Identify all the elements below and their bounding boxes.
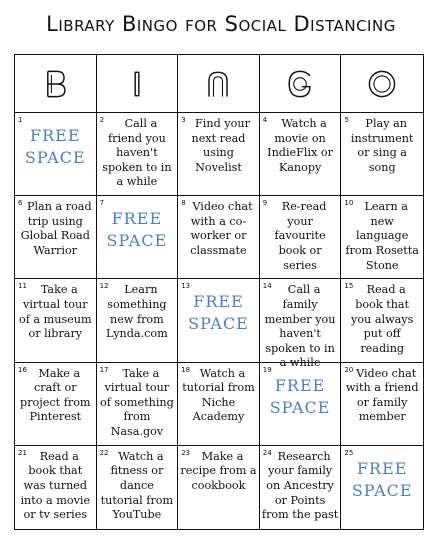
square-text: Find your next read using Novelist (191, 117, 250, 174)
square-number: 24 (262, 448, 272, 457)
bingo-square (15, 279, 97, 362)
square-number: 6 (18, 199, 23, 208)
header-b (15, 55, 97, 113)
square-number: 17 (99, 365, 109, 374)
bingo-square (97, 113, 179, 196)
letter-o-icon (364, 66, 400, 102)
square-text: Watch a fitness or dance tutorial from YouTube (100, 449, 174, 522)
square-text: Video chat with a friend or family member (345, 366, 419, 424)
square-text: Video chat with a co-worker or classmate (190, 200, 253, 257)
square-number: 4 (262, 116, 268, 124)
bingo-square (97, 363, 179, 446)
square-number: 16 (18, 365, 27, 374)
bingo-square (15, 446, 97, 529)
square-text: Call a friend you haven't spoken to in a while (102, 117, 172, 189)
bingo-square (97, 279, 179, 362)
header-n (178, 55, 260, 113)
bingo-square (97, 446, 179, 529)
square-text: Plan a road trip using Global Road Warrior (20, 200, 92, 257)
square-text: Read a book that you always put off reading (351, 283, 414, 355)
header-g (260, 55, 342, 113)
bingo-square (341, 196, 423, 279)
bingo-square (178, 196, 260, 279)
square-text: Make a recipe from a cookbook (180, 449, 257, 492)
page-title: Library Bingo for Social Distancing (46, 12, 396, 36)
square-number: 13 (181, 282, 191, 291)
square-number: 9 (262, 199, 268, 208)
bingo-square (260, 446, 342, 529)
square-text: Make a craft or project from Pinterest (20, 366, 91, 424)
square-number: 10 (344, 199, 354, 208)
free-space-label: FREE SPACE (188, 292, 249, 334)
free-space-square (178, 279, 260, 362)
letter-g-icon (282, 66, 318, 102)
header-o (341, 55, 423, 113)
bingo-square (178, 363, 260, 446)
square-text: Re-read your favourite book or series (274, 200, 327, 272)
square-number: 2 (99, 116, 105, 124)
square-number: 1 (18, 116, 23, 124)
square-number: 20 (344, 365, 354, 374)
square-number: 25 (344, 448, 354, 457)
square-text: Learn a new language from Rosetta Stone (345, 200, 419, 272)
bingo-square (15, 196, 97, 279)
square-text: Research your family on Ancestry or Points from the past (261, 449, 339, 522)
square-number: 18 (181, 365, 191, 374)
square-number: 5 (344, 116, 349, 124)
free-space-square (97, 196, 179, 279)
bingo-square (341, 113, 423, 196)
free-space-square (260, 363, 342, 446)
square-number: 7 (99, 199, 105, 208)
square-text: Play an instrument or sing a song (350, 117, 414, 174)
bingo-square (260, 196, 342, 279)
square-text: Read a book that was turned into a movie or tv series (20, 449, 91, 522)
square-text: Call a family member you haven't spoken to in a while (264, 283, 336, 370)
header-i (97, 55, 179, 113)
bingo-board (14, 54, 424, 530)
square-number: 19 (262, 365, 272, 374)
square-number: 23 (181, 448, 191, 457)
bingo-square (341, 279, 423, 362)
square-number: 15 (344, 282, 354, 291)
free-space-label: FREE SPACE (24, 126, 86, 167)
bingo-square (15, 363, 97, 446)
square-text: Watch a tutorial from Niche Academy (182, 366, 255, 424)
free-space-label: FREE SPACE (106, 209, 168, 251)
square-text: Learn something new from Lynda.com (106, 283, 168, 341)
square-number: 11 (18, 282, 27, 291)
square-text: Watch a movie on IndieFlix or Kanopy (267, 117, 334, 174)
free-space-square (15, 113, 97, 196)
square-text: Take a virtual tour of something from Nasa.gov (99, 366, 174, 438)
square-number: 21 (18, 448, 27, 457)
square-number: 3 (181, 116, 186, 124)
bingo-square (341, 363, 423, 446)
free-space-label: FREE SPACE (269, 375, 331, 417)
letter-i-icon (119, 66, 155, 102)
bingo-square (178, 446, 260, 529)
square-text: Take a virtual tour of a museum or library (18, 283, 92, 341)
square-number: 8 (181, 199, 186, 208)
square-number: 12 (99, 282, 109, 291)
free-space-label: FREE SPACE (351, 458, 413, 500)
letter-b-icon (37, 66, 73, 102)
bingo-square (178, 113, 260, 196)
free-space-square (341, 446, 423, 529)
bingo-square (260, 113, 342, 196)
letter-n-icon (200, 66, 236, 102)
square-number: 14 (262, 282, 272, 291)
square-number: 22 (99, 448, 109, 457)
